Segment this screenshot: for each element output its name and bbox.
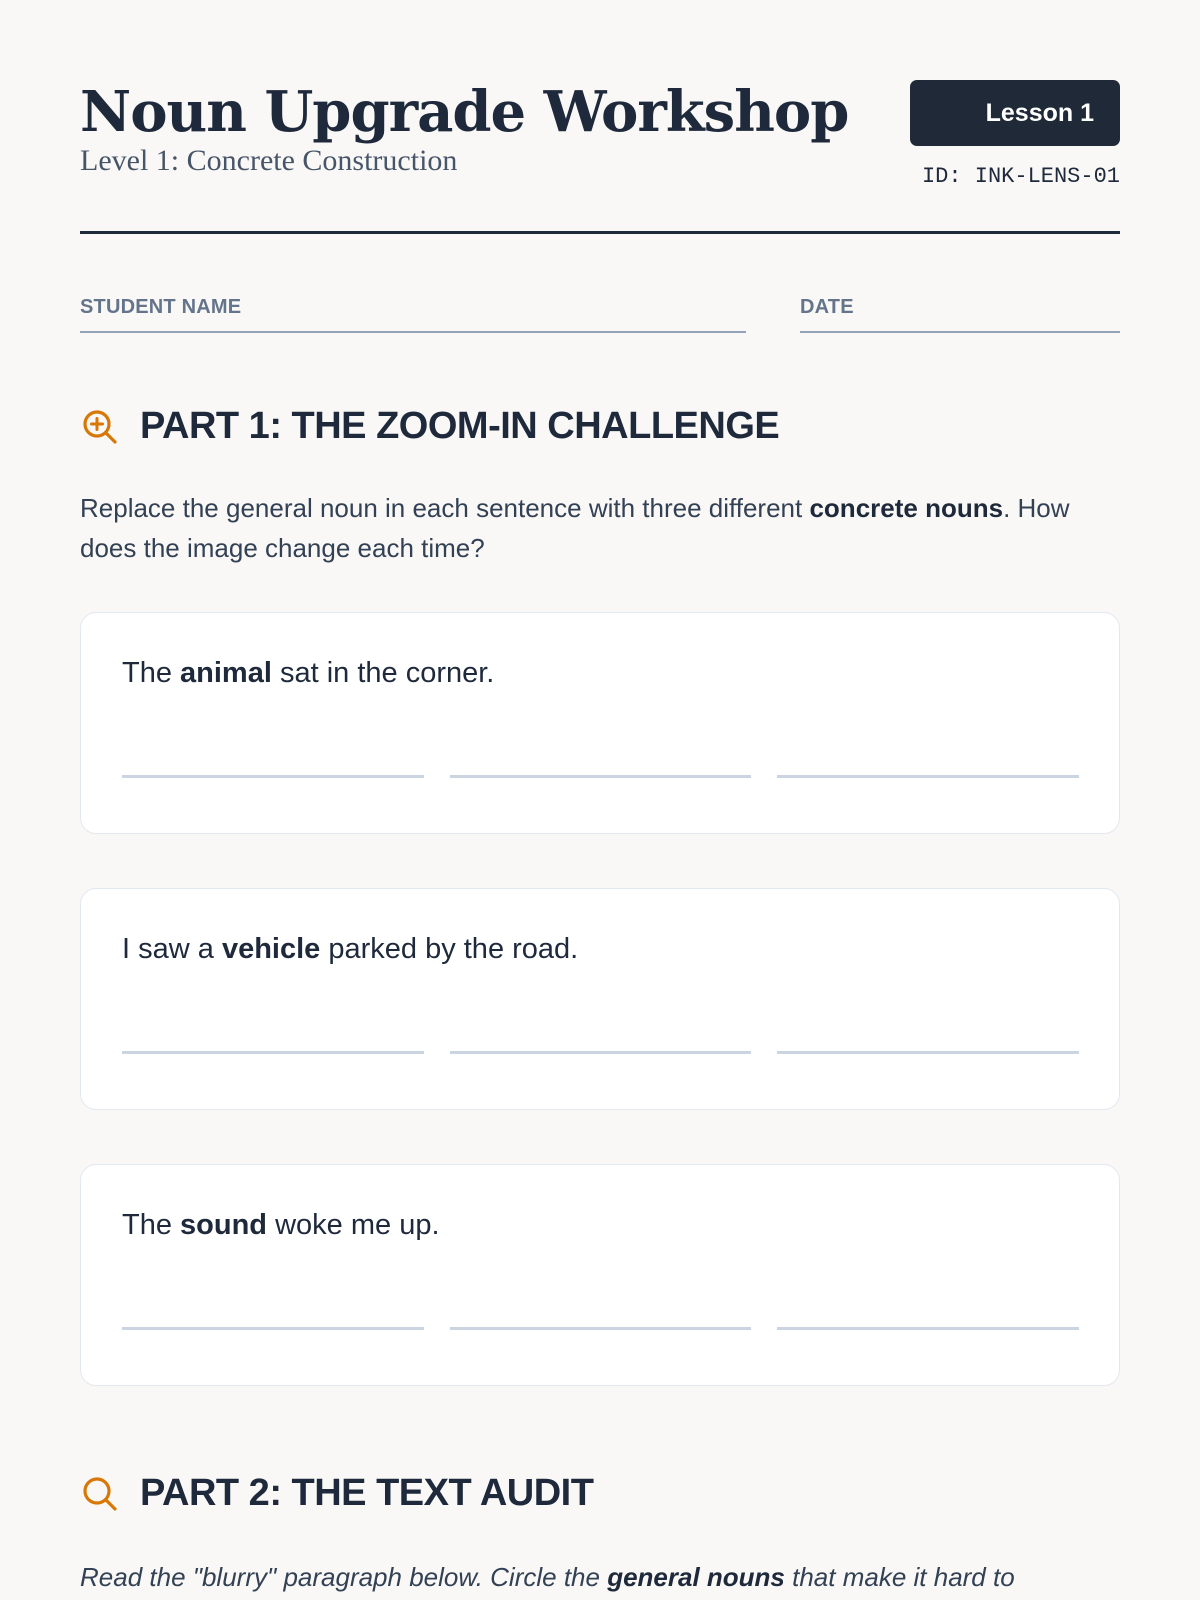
instructions-text-end: . How does the image change each time? xyxy=(80,493,1070,563)
instructions-emphasis: general nouns xyxy=(607,1562,785,1592)
zoom-in-icon xyxy=(80,407,120,447)
lesson-info xyxy=(910,80,1120,189)
answer-blanks xyxy=(122,1051,1079,1054)
sentence-text: The xyxy=(122,1209,181,1241)
part2-instructions xyxy=(80,1557,1120,1597)
part1-instructions xyxy=(80,488,1120,568)
exercise-card xyxy=(80,1164,1120,1386)
student-fields xyxy=(80,296,1120,333)
answer-blank[interactable] xyxy=(777,1327,1079,1330)
exercise-sentence xyxy=(122,1205,1079,1245)
exercise-sentence xyxy=(122,929,1079,969)
lesson-badge: Lesson 1 xyxy=(910,80,1120,146)
document-id: ID: INK-LENS-01 xyxy=(921,164,1120,189)
sentence-text: The xyxy=(122,657,181,689)
part2-title: PART 2: THE TEXT AUDIT xyxy=(140,1472,594,1514)
page-subtitle: Level 1: Concrete Construction xyxy=(80,144,458,177)
sentence-text: parked by the road. xyxy=(320,933,579,965)
worksheet-header xyxy=(80,80,1120,189)
instructions-text: Read the "blurry" paragraph below. Circle the xyxy=(80,1562,608,1592)
exercise-sentence xyxy=(122,653,1079,693)
header-divider xyxy=(80,231,1120,234)
sentence-text: woke me up. xyxy=(267,1209,440,1241)
answer-blank[interactable] xyxy=(122,1327,424,1330)
answer-blank[interactable] xyxy=(450,775,752,778)
sentence-text: I saw a xyxy=(122,933,222,965)
instructions-text-end: that make it hard to xyxy=(784,1562,1015,1592)
answer-blanks xyxy=(122,1327,1079,1330)
answer-blanks xyxy=(122,775,1079,778)
exercise-card xyxy=(80,888,1120,1110)
answer-blank[interactable] xyxy=(122,1051,424,1054)
date-field[interactable]: DATE xyxy=(800,296,1120,333)
page-title: Noun Upgrade Workshop xyxy=(80,79,849,145)
magnifier-icon xyxy=(80,1474,120,1514)
exercise-card xyxy=(80,612,1120,834)
part1-heading xyxy=(80,405,1120,448)
answer-blank[interactable] xyxy=(122,775,424,778)
instructions-text: Replace the general noun in each sentence with three different xyxy=(80,493,810,523)
sentence-text: sat in the corner. xyxy=(271,657,495,689)
answer-blank[interactable] xyxy=(777,1051,1079,1054)
exercise-cards xyxy=(80,612,1120,1386)
general-noun: vehicle xyxy=(221,933,321,965)
student-name-field[interactable]: STUDENT NAME xyxy=(80,296,746,333)
title-block xyxy=(80,80,848,178)
part1-title: PART 1: THE ZOOM-IN CHALLENGE xyxy=(140,405,780,447)
worksheet-page xyxy=(80,0,1120,1597)
answer-blank[interactable] xyxy=(450,1327,752,1330)
part2-heading xyxy=(80,1472,1120,1515)
answer-blank[interactable] xyxy=(450,1051,752,1054)
general-noun: animal xyxy=(180,657,272,689)
general-noun: sound xyxy=(180,1209,268,1241)
instructions-emphasis: concrete nouns xyxy=(809,493,1004,523)
answer-blank[interactable] xyxy=(777,775,1079,778)
